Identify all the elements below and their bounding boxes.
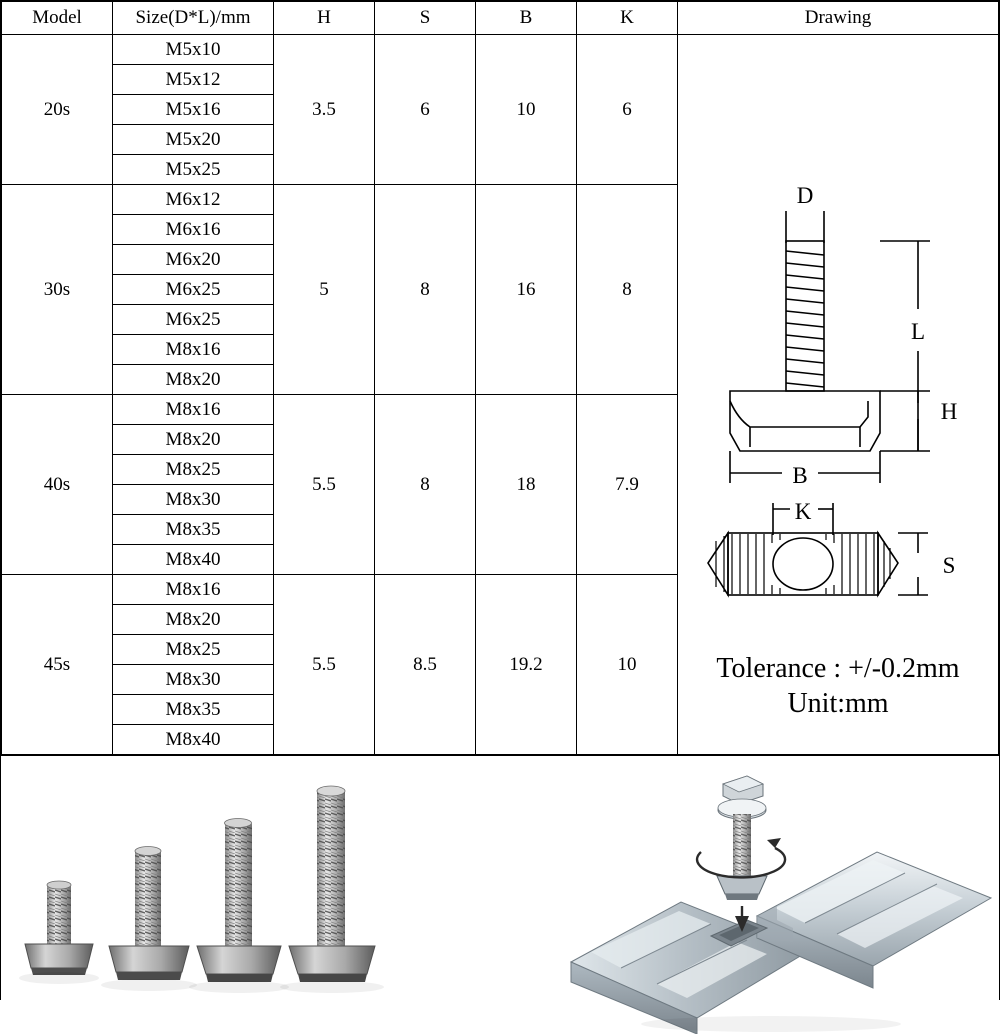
t-bolt-1 (25, 881, 93, 975)
cell-model-20s: 20s (2, 35, 113, 185)
cell-k-20s: 6 (577, 35, 678, 185)
label-s: S (942, 552, 956, 578)
label-h: H (940, 398, 958, 424)
technical-drawing (678, 51, 998, 739)
label-l: L (910, 318, 926, 344)
column-header-h: H (274, 2, 375, 35)
cell-size: M5x16 (113, 95, 274, 125)
cell-size: M8x20 (113, 365, 274, 395)
t-bolt-4 (289, 786, 375, 982)
cell-model-40s: 40s (2, 395, 113, 575)
table-body (2, 35, 999, 755)
t-bolts-photo (1, 756, 561, 1034)
cell-s-20s: 6 (375, 35, 476, 185)
cell-size: M8x30 (113, 485, 274, 515)
extrusion-assembly-photo (561, 756, 999, 1034)
specification-table (1, 1, 999, 755)
column-header-s: S (375, 2, 476, 35)
cell-size: M5x10 (113, 35, 274, 65)
cell-k-40s: 7.9 (577, 395, 678, 575)
cell-s-30s: 8 (375, 185, 476, 395)
cell-size: M8x20 (113, 605, 274, 635)
cell-size: M5x20 (113, 125, 274, 155)
cell-drawing (678, 35, 999, 755)
tolerance-note (678, 651, 998, 721)
cell-size: M8x16 (113, 335, 274, 365)
cell-model-45s: 45s (2, 575, 113, 755)
cell-h-30s: 5 (274, 185, 375, 395)
cell-size: M8x40 (113, 725, 274, 755)
column-header-k: K (577, 2, 678, 35)
cell-size: M8x25 (113, 635, 274, 665)
bolt-diagram-svg (678, 51, 1000, 651)
cell-size: M8x30 (113, 665, 274, 695)
cell-size: M6x25 (113, 305, 274, 335)
cell-size: M8x20 (113, 425, 274, 455)
cell-size: M8x16 (113, 575, 274, 605)
label-b: B (792, 462, 808, 488)
cell-k-45s: 10 (577, 575, 678, 755)
cell-size: M8x16 (113, 395, 274, 425)
cell-size: M8x40 (113, 545, 274, 575)
table-header-row (2, 2, 999, 35)
cell-h-40s: 5.5 (274, 395, 375, 575)
label-d: D (796, 182, 814, 208)
product-photo-strip (1, 755, 999, 1034)
cell-b-40s: 18 (476, 395, 577, 575)
label-k: K (794, 498, 812, 524)
cell-b-45s: 19.2 (476, 575, 577, 755)
table-head (2, 2, 999, 35)
cell-size: M5x12 (113, 65, 274, 95)
t-bolt-2 (109, 847, 189, 981)
cell-size: M6x25 (113, 275, 274, 305)
cell-size: M5x25 (113, 155, 274, 185)
tolerance-line-1: Tolerance : +/-0.2mm (716, 652, 960, 684)
extrusion-bar-upper (757, 852, 991, 988)
cell-s-40s: 8 (375, 395, 476, 575)
table-row (2, 35, 999, 65)
t-bolt-3 (197, 819, 281, 983)
cell-s-45s: 8.5 (375, 575, 476, 755)
column-header-b: B (476, 2, 577, 35)
cell-size: M6x20 (113, 245, 274, 275)
cell-size: M6x16 (113, 215, 274, 245)
cell-size: M6x12 (113, 185, 274, 215)
cell-size: M8x25 (113, 455, 274, 485)
cell-b-30s: 16 (476, 185, 577, 395)
cell-size: M8x35 (113, 695, 274, 725)
cell-model-30s: 30s (2, 185, 113, 395)
tolerance-line-2: Unit:mm (787, 687, 889, 719)
cell-b-20s: 10 (476, 35, 577, 185)
column-header-model: Model (2, 2, 113, 35)
cell-k-30s: 8 (577, 185, 678, 395)
column-header-drawing: Drawing (678, 2, 999, 35)
cell-h-45s: 5.5 (274, 575, 375, 755)
cell-h-20s: 3.5 (274, 35, 375, 185)
column-header-size: Size(D*L)/mm (113, 2, 274, 35)
cell-size: M8x35 (113, 515, 274, 545)
